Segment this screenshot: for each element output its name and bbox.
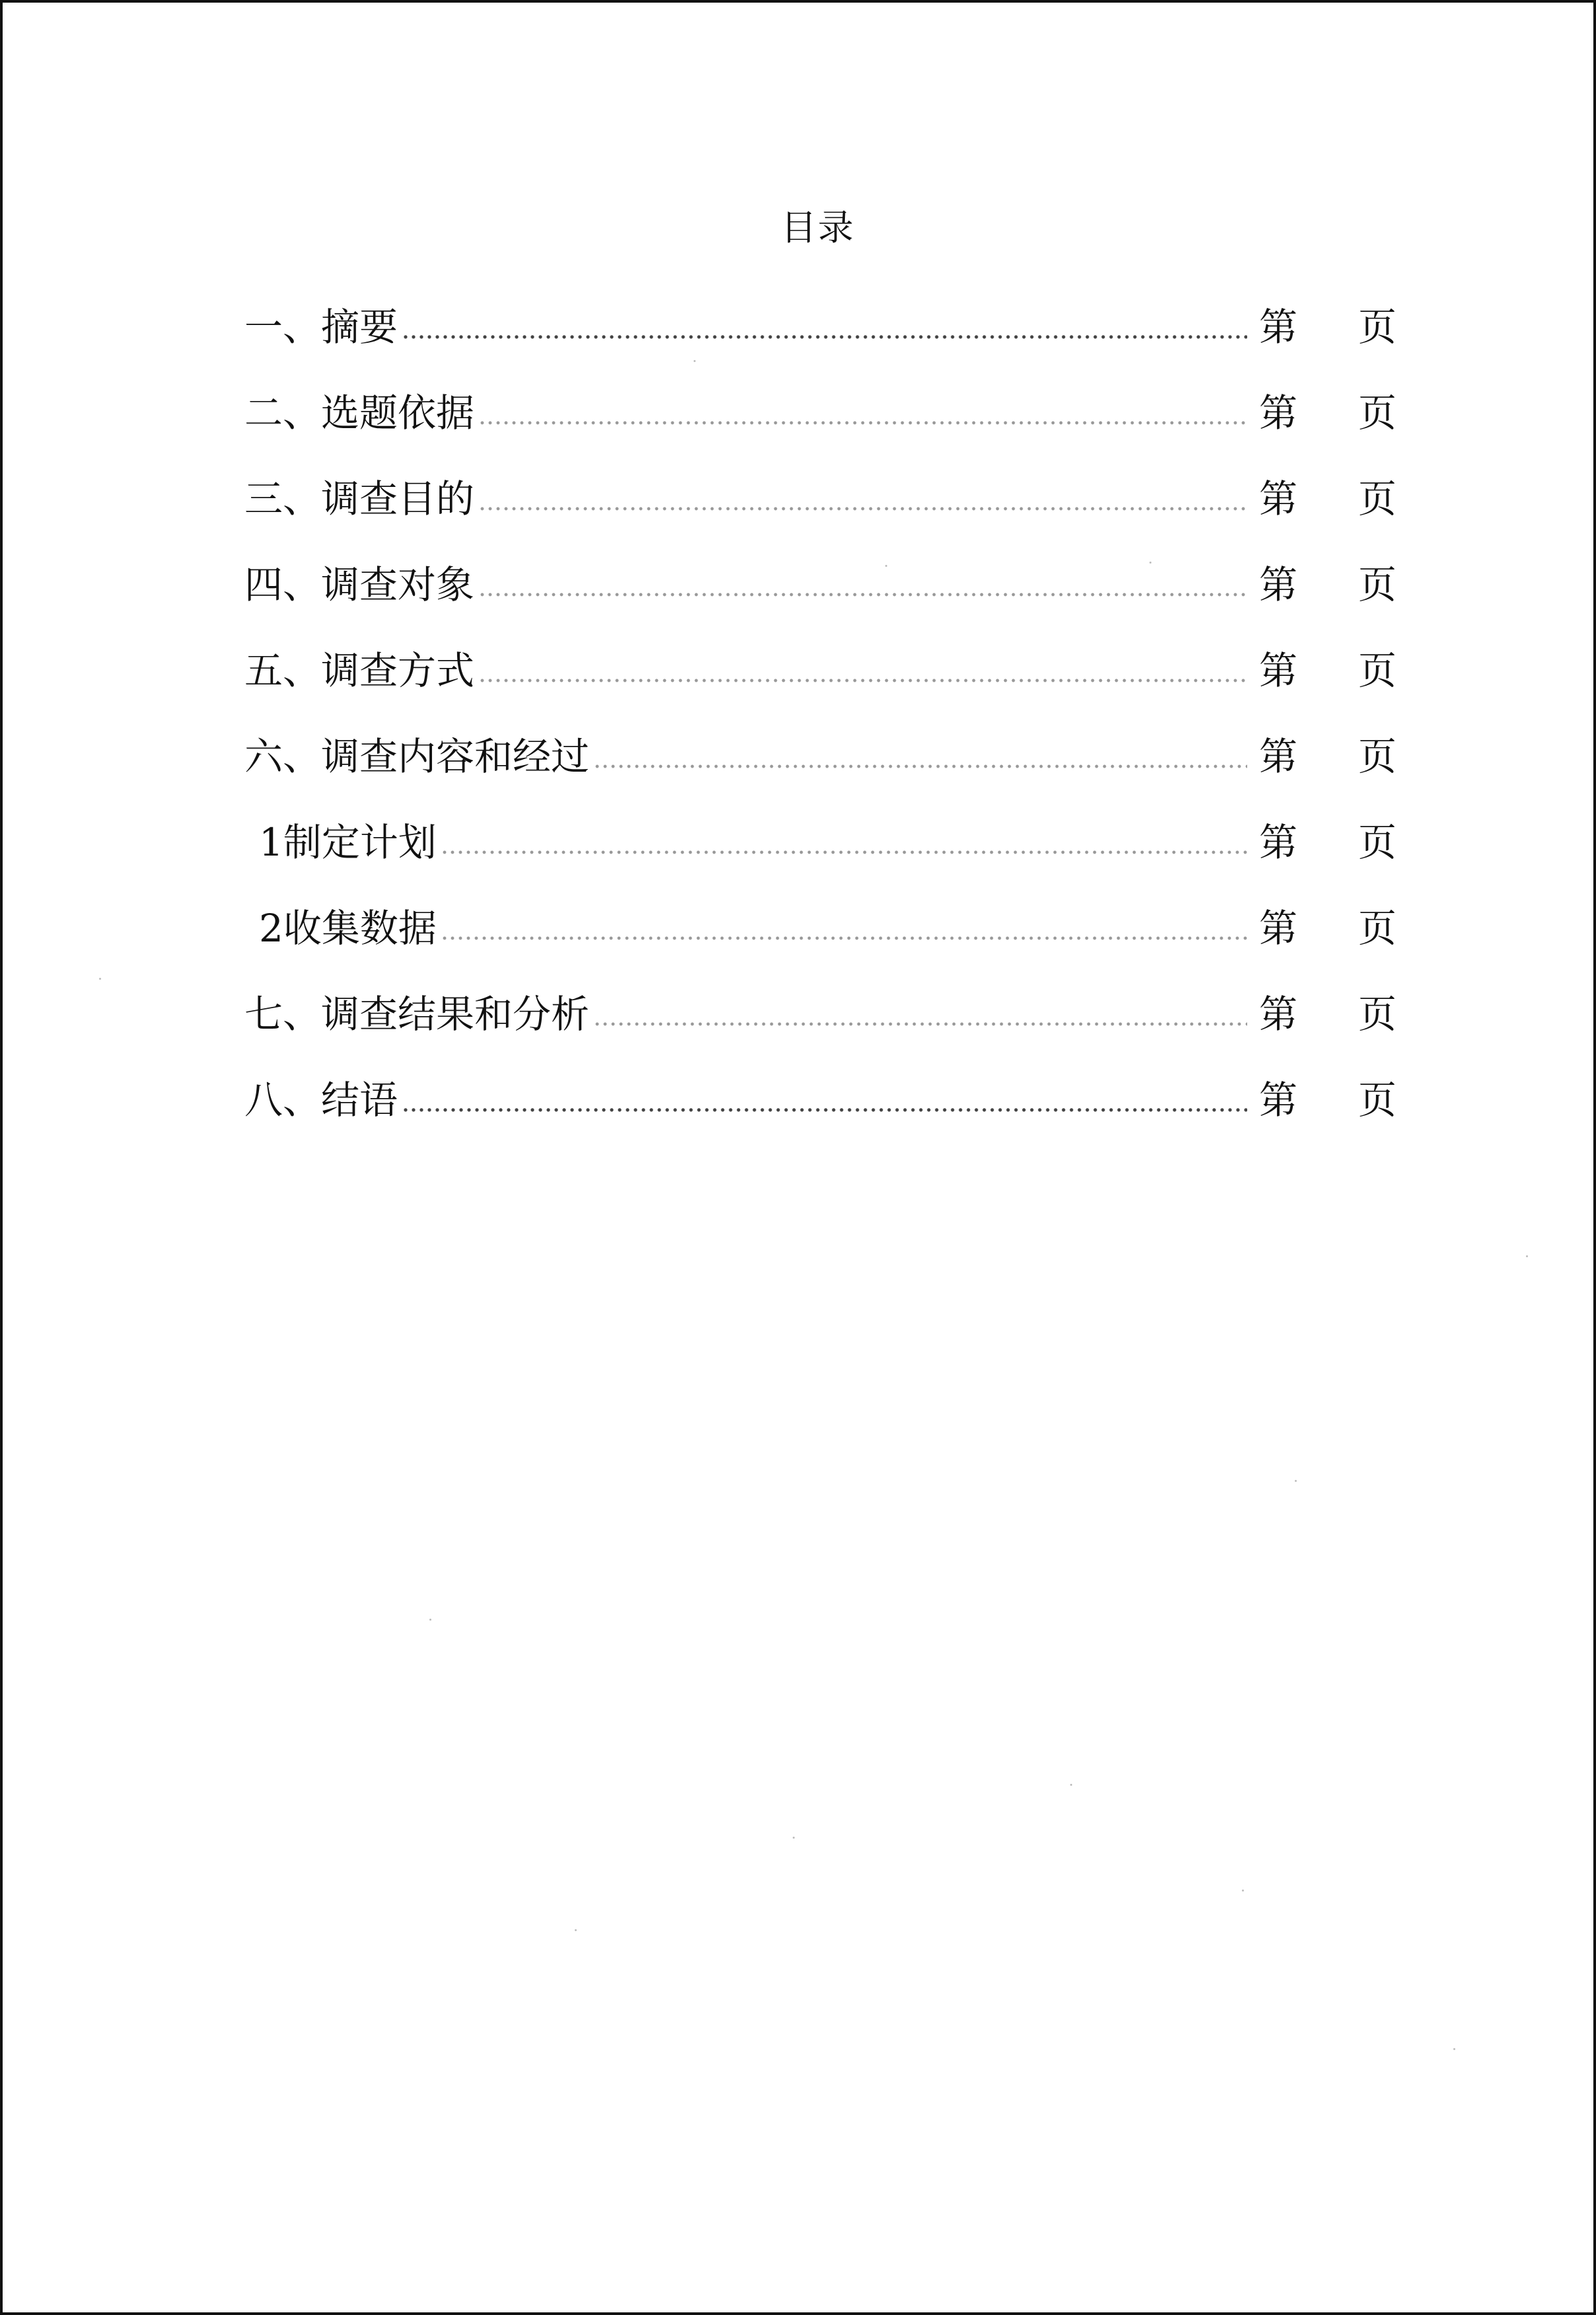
toc-entry-label: 三、调查目的 [244, 476, 475, 521]
page-prefix: 第 [1258, 734, 1297, 779]
scan-speck [885, 565, 887, 567]
dot-leader [441, 935, 1247, 941]
toc-entry-label: 八、结语 [244, 1078, 398, 1122]
page-prefix: 第 [1258, 906, 1297, 951]
toc-entry-label: 二、选题依据 [244, 390, 475, 435]
dot-leader [478, 505, 1247, 512]
scan-speck [793, 1837, 795, 1839]
toc-entry-label: 一、摘要 [244, 305, 398, 349]
scan-speck [1526, 1255, 1528, 1257]
toc-entry-purpose [244, 456, 1400, 542]
scan-speck [1295, 1480, 1297, 1482]
scan-speck [694, 360, 696, 362]
toc-entry-label: 1制定计划 [259, 820, 437, 865]
dot-leader [402, 1107, 1247, 1113]
toc-entry-abstract [244, 284, 1400, 370]
page-suffix: 页 [1358, 906, 1396, 951]
toc-entry-label: 五、调查方式 [244, 648, 475, 693]
toc-entry-label: 四、调查对象 [244, 562, 475, 607]
toc-subentry-plan [244, 799, 1400, 885]
page-suffix: 页 [1358, 390, 1396, 435]
page-suffix: 页 [1358, 562, 1396, 607]
page-suffix: 页 [1358, 476, 1396, 521]
page-prefix: 第 [1258, 820, 1297, 865]
dot-leader [478, 591, 1247, 598]
scan-speck [99, 978, 101, 980]
page-prefix: 第 [1258, 476, 1297, 521]
toc-entry-subjects [244, 542, 1400, 628]
toc-subentry-data-collection [244, 885, 1400, 971]
page-suffix: 页 [1358, 992, 1396, 1037]
toc-entry-topic-basis [244, 370, 1400, 456]
page-prefix: 第 [1258, 562, 1297, 607]
toc-entry-method [244, 628, 1400, 714]
toc-title: 目录 [781, 207, 855, 248]
toc-list [244, 284, 1400, 1143]
dot-leader [478, 677, 1247, 684]
dot-leader [593, 1021, 1247, 1027]
page-prefix: 第 [1258, 305, 1297, 349]
toc-entry-label: 2收集数据 [259, 906, 437, 951]
page-suffix: 页 [1358, 648, 1396, 693]
toc-entry-label: 七、调查结果和分析 [244, 992, 590, 1037]
toc-entry-label: 六、调查内容和经过 [244, 734, 590, 779]
dot-leader [478, 420, 1247, 426]
toc-entry-conclusion [244, 1057, 1400, 1143]
dot-leader [593, 763, 1247, 770]
scan-speck [1242, 1890, 1244, 1892]
page-prefix: 第 [1258, 1078, 1297, 1122]
scan-speck [1149, 562, 1151, 564]
page-prefix: 第 [1258, 390, 1297, 435]
scan-speck [1453, 2048, 1455, 2050]
page-suffix: 页 [1358, 734, 1396, 779]
page-prefix: 第 [1258, 648, 1297, 693]
page-suffix: 页 [1358, 305, 1396, 349]
dot-leader [402, 334, 1247, 340]
page-suffix: 页 [1358, 820, 1396, 865]
page-prefix: 第 [1258, 992, 1297, 1037]
scan-speck [1070, 1784, 1072, 1786]
toc-entry-results-analysis [244, 971, 1400, 1057]
scan-speck [429, 1619, 431, 1621]
dot-leader [441, 849, 1247, 856]
toc-entry-content-process [244, 714, 1400, 799]
scan-speck [575, 1929, 577, 1931]
page-suffix: 页 [1358, 1078, 1396, 1122]
